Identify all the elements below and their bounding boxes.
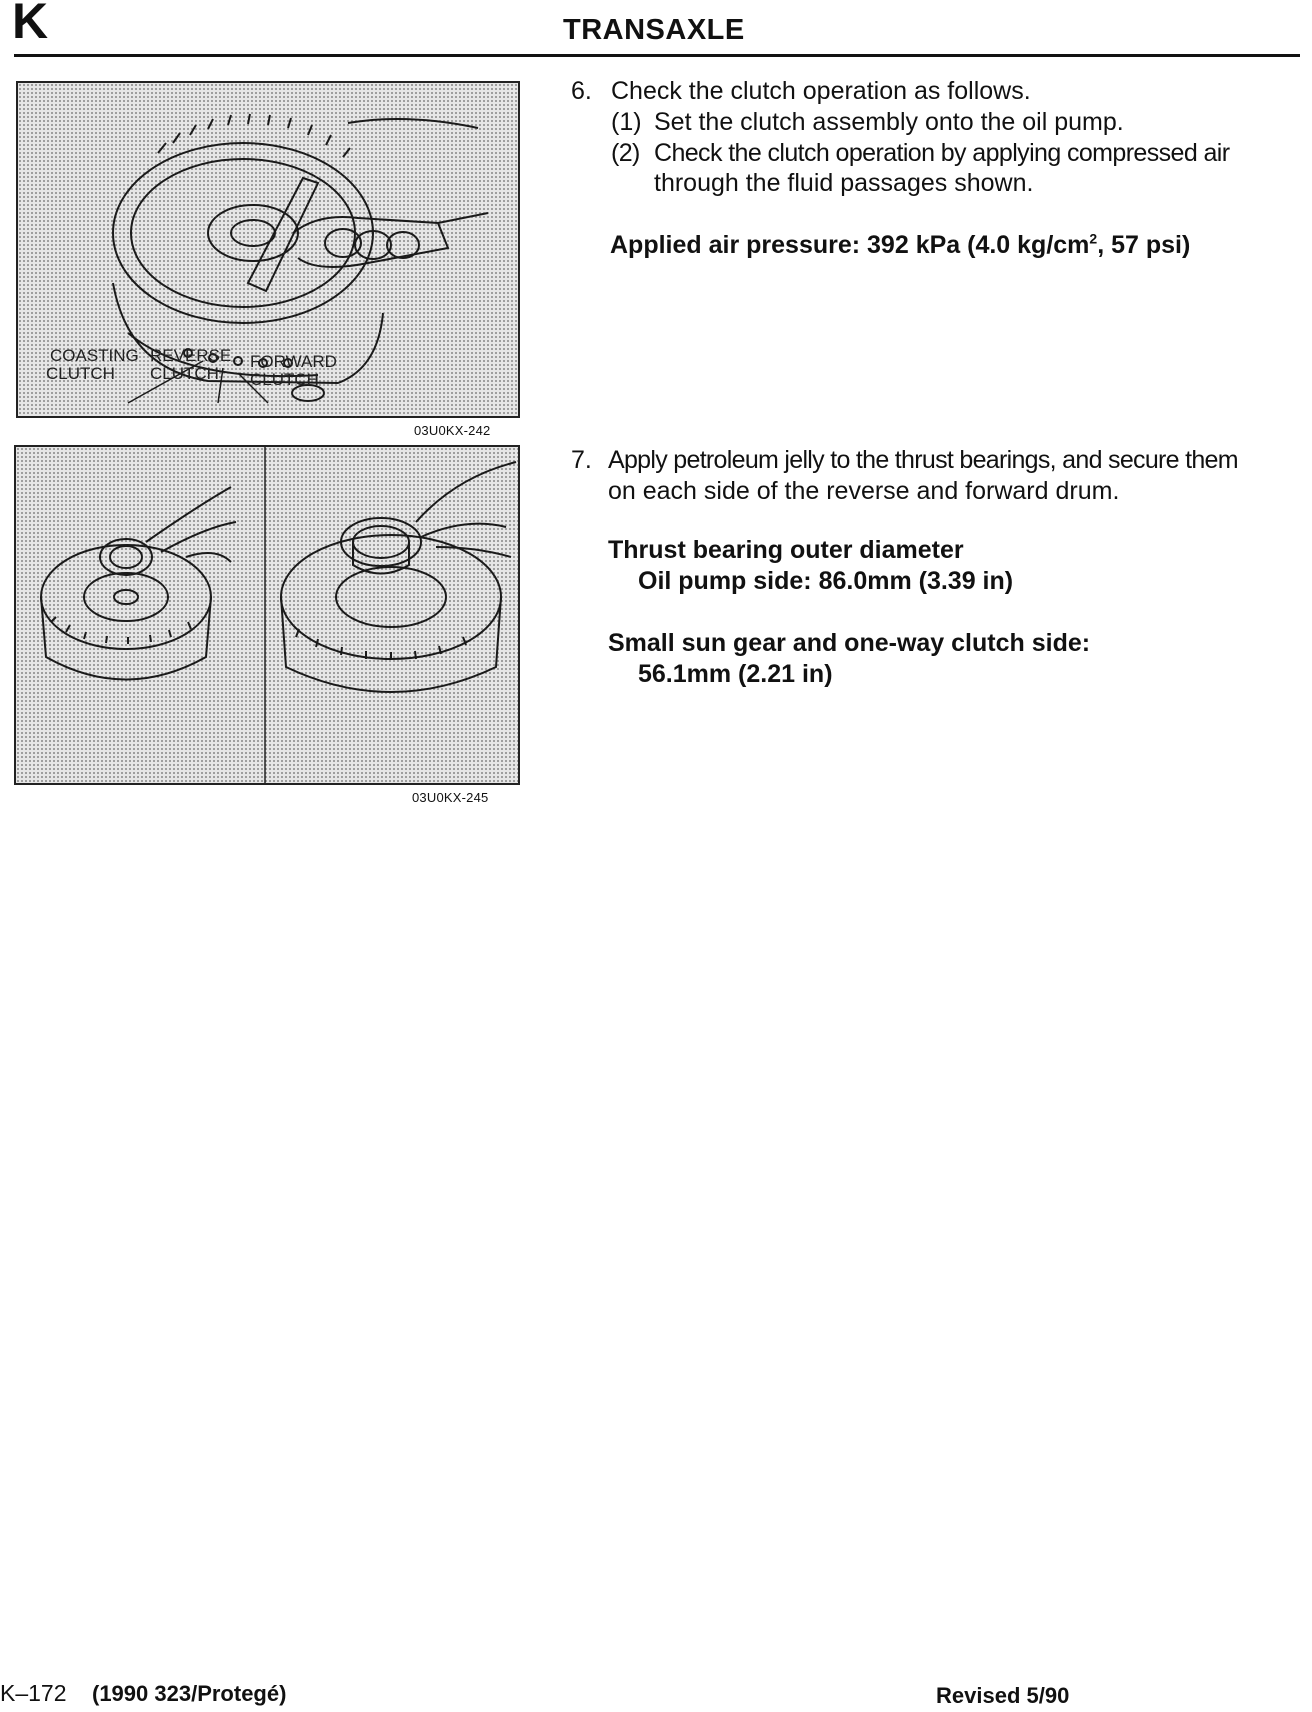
air-pressure-spec-label: Applied air pressure:	[610, 231, 861, 259]
callout-reverse-clutch-line1: REVERSE	[150, 346, 232, 365]
step-7-line2: on each side of the reverse and forward drum.	[608, 477, 1120, 505]
step-7-line1: Apply petroleum jelly to the thrust bearings, and secure them	[608, 446, 1238, 474]
air-pressure-spec-superscript: 2	[1089, 230, 1098, 247]
callout-coasting-clutch-line2: CLUTCH	[46, 364, 115, 383]
sun-gear-side-spec: 56.1mm (2.21 in)	[638, 660, 833, 688]
thrust-bearing-illustration	[14, 445, 520, 785]
step-6-number: 6.	[571, 77, 592, 105]
revised-date: Revised 5/90	[936, 1683, 1070, 1708]
oil-pump-side-spec: Oil pump side: 86.0mm (3.39 in)	[638, 567, 1014, 595]
model-label: (1990 323/Protegé)	[92, 1681, 287, 1706]
step-6-substep-2-line2: through the fluid passages shown.	[654, 169, 1034, 197]
callout-forward-clutch-line2: CLUTCH	[250, 370, 319, 389]
callout-coasting-clutch-line1: COASTING	[50, 346, 139, 365]
sun-gear-side-heading: Small sun gear and one-way clutch side:	[608, 629, 1091, 657]
step-6-substep-1-number: (1)	[611, 108, 642, 136]
step-6-substep-2-line1: Check the clutch operation by applying compressed air	[654, 139, 1230, 167]
clutch-assembly-illustration	[16, 81, 520, 418]
header-rule	[14, 54, 1300, 57]
callout-reverse-clutch-line2: CLUTCH	[150, 364, 219, 383]
section-letter: K	[12, 0, 49, 49]
clutch-assembly-drawing	[18, 83, 518, 416]
step-6-text: Check the clutch operation as follows.	[611, 77, 1031, 105]
thrust-bearing-heading: Thrust bearing outer diameter	[608, 536, 964, 564]
air-pressure-spec	[610, 230, 1190, 260]
page-title: TRANSAXLE	[563, 14, 745, 46]
page-number: K–172	[0, 1680, 67, 1706]
thrust-bearing-drawing	[16, 447, 518, 783]
step-7-number: 7.	[571, 446, 592, 474]
air-pressure-spec-value: 392 kPa (4.0 kg/cm	[867, 231, 1090, 259]
callout-forward-clutch-line1: FORWARD	[250, 352, 337, 371]
figure-code-2: 03U0KX-245	[412, 790, 489, 805]
air-pressure-spec-value-end: , 57 psi)	[1097, 231, 1191, 259]
step-6-substep-2-number: (2)	[611, 139, 640, 167]
figure-code-1: 03U0KX-242	[414, 423, 491, 438]
step-6-substep-1-text: Set the clutch assembly onto the oil pump.	[654, 108, 1124, 136]
